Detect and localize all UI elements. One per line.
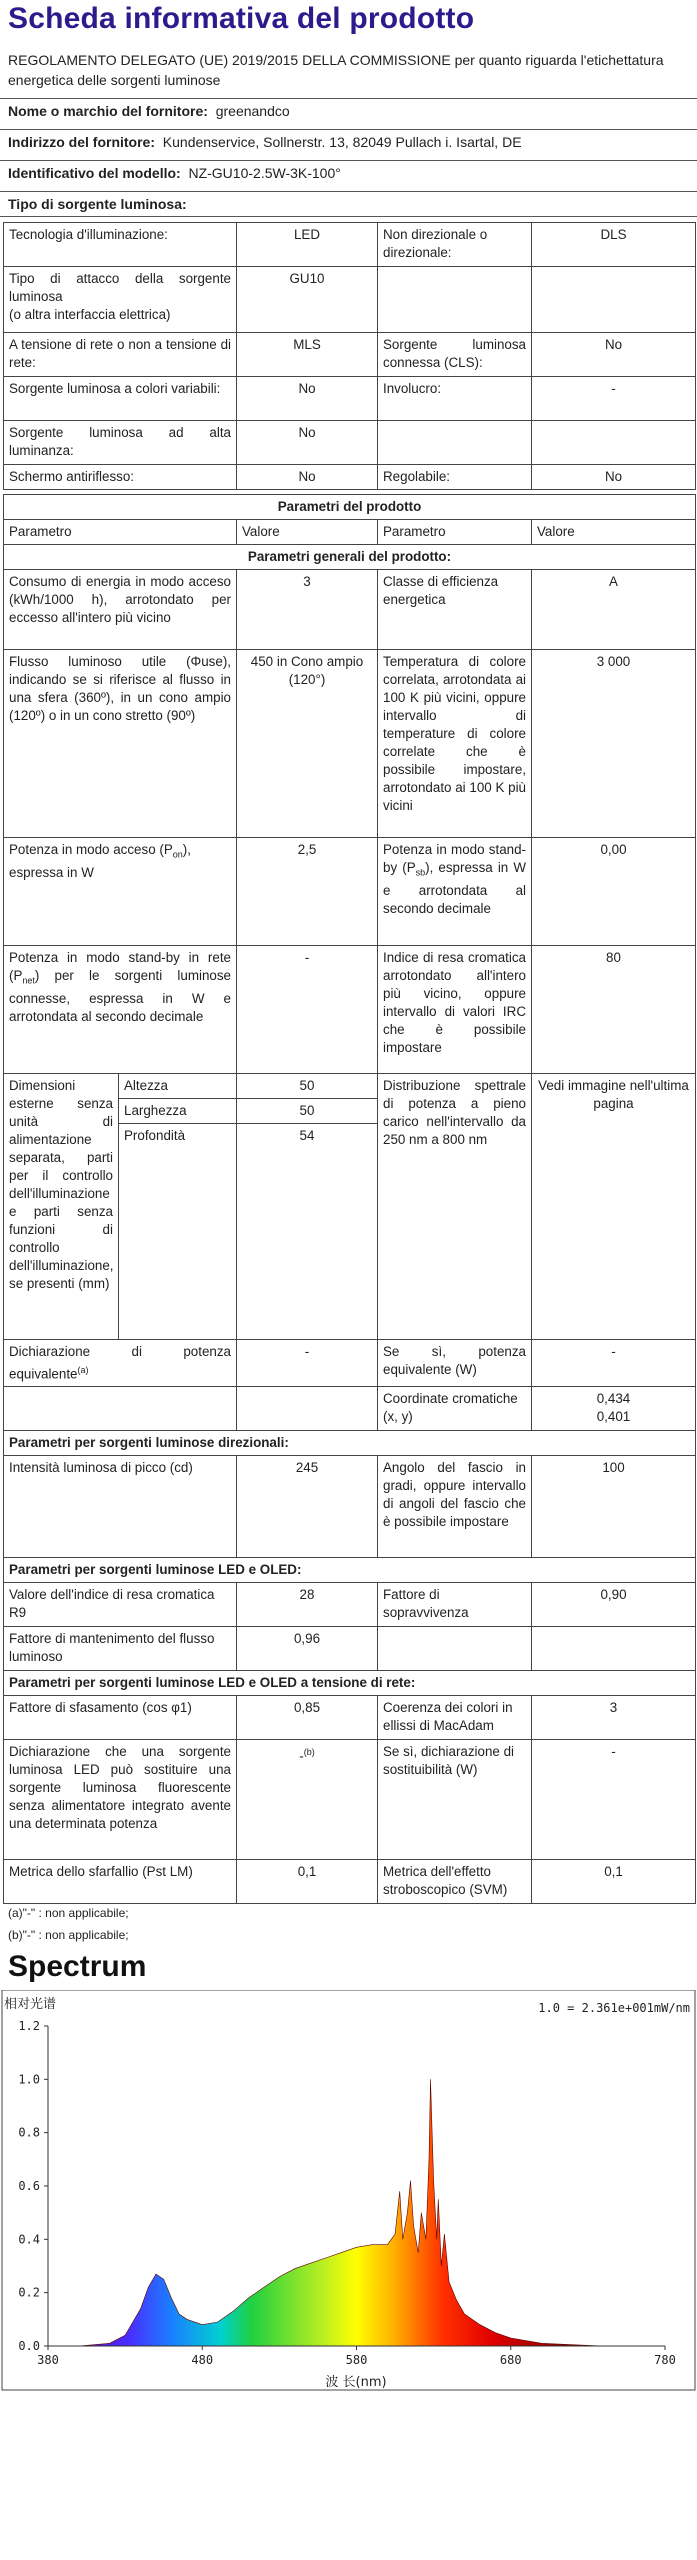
supplier-brand [0,98,697,123]
pnet-text: Potenza in modo stand-by in rete (P [9,950,231,983]
x-tick-label: 380 [37,2353,59,2367]
pon-sub: on [172,849,183,860]
brand-value: greenandco [215,103,290,119]
cell-dimmable-label: Regolabile: [378,465,532,490]
cell-beam-angle-value: 100 [532,1456,696,1558]
model-label: Identificativo del modello: [8,165,181,181]
cell-envelope-label: Involucro: [378,377,532,421]
cell-equivalent-power-label: Se sì, potenza equivalente (W) [378,1340,532,1387]
cell-colour-tunable-value: No [237,377,378,421]
cell-cct-label: Temperatura di colore correlata, arrotondata ai 100 K più vicini, oppure intervallo di temperature di colore correlate che è possibile impostare, arrotondato ai 100 K più vicini [378,650,532,838]
cell-svm-value: 0,1 [532,1860,696,1904]
cell-maintenance-value: 0,96 [237,1627,378,1671]
cell-depth-value: 54 [237,1124,378,1340]
cell-flux-value: 450 in Cono ampio (120°) [237,650,378,838]
col-header-value: Valore [237,520,378,545]
y-tick-label: 0.6 [18,2179,40,2193]
table-row [4,1340,696,1387]
spectrum-title: Spectrum [8,1950,147,1983]
table-row [4,1696,696,1740]
x-ticks [37,2346,676,2367]
y-tick-label: 1.0 [18,2072,40,2087]
cell-pon-label [4,838,237,946]
table-row [4,223,696,267]
table-row [4,1387,696,1431]
cell-peak-intensity-value: 245 [237,1456,378,1558]
x-tick-label: 580 [345,2353,368,2367]
cell-psb-label [378,838,532,946]
cell-pnet-label [4,946,237,1074]
table-row [4,520,696,545]
cell-technology-label: Tecnologia d'illuminazione: [4,223,237,267]
cell-mains-value: MLS [237,333,378,377]
y-ticks [18,2019,48,2353]
cell-directional-value: DLS [532,223,696,267]
table-row [4,1074,696,1099]
cell-equivalent-power-value: - [532,1340,696,1387]
model-value: NZ-GU10-2.5W-3K-100° [188,165,341,181]
type-label: Tipo di sorgente luminosa: [8,196,187,212]
cell-svm-label: Metrica dell'effetto stroboscopico (SVM) [378,1860,532,1904]
cell-chroma-value [532,1387,696,1431]
x-tick-label: 680 [499,2353,522,2367]
table-row [4,377,696,421]
cell-maintenance-label: Fattore di mantenimento del flusso luminoso [4,1627,237,1671]
pon-text: Potenza in modo acceso (P [9,842,173,857]
cell-replacement-label: Dichiarazione che una sorgente luminosa LED può sostituire una sorgente luminosa fluorescente senza alimentatore integrato avente una determinata potenza [4,1740,237,1860]
cell-empty [532,267,696,333]
cell-empty [532,421,696,465]
cell-empty [378,1627,532,1671]
y-tick-label: 0.4 [18,2232,40,2247]
cell-pnet-value: - [237,946,378,1074]
cell-cls-value: No [532,333,696,377]
cell-height-value: 50 [237,1074,378,1099]
y-tick-label: 1.2 [18,2019,40,2033]
cap-label-note: (o altra interfaccia elettrica) [9,307,171,322]
cell-dimensions-label: Dimensioni esterne senza unità di alimentazione separata, parti per il controllo dell'illuminazione e parti senza funzioni di controllo dell'illuminazione, se presenti (mm) [4,1074,119,1340]
address-value: Kundenservice, Sollnerstr. 13, 82049 Pullach i. Isartal, DE [162,134,522,150]
table-row [4,1671,696,1696]
cell-displacement-value: 0,85 [237,1696,378,1740]
section-directional: Parametri per sorgenti luminose direzionali: [4,1431,696,1456]
light-source-table [3,222,696,490]
address-label: Indirizzo del fornitore: [8,134,155,150]
cell-chroma-label: Coordinate cromatiche (x, y) [378,1387,532,1431]
cell-beam-angle-label: Angolo del fascio in gradi, oppure intervallo di angoli del fascio che è possibile impostare [378,1456,532,1558]
table-row [4,333,696,377]
table-row [4,1740,696,1860]
table-row [4,946,696,1074]
cell-r9-value: 28 [237,1583,378,1627]
col-header-param: Parametro [4,520,237,545]
cell-envelope-value: - [532,377,696,421]
cell-displacement-label: Fattore di sfasamento (cos φ1) [4,1696,237,1740]
cell-survival-value: 0,90 [532,1583,696,1627]
y-axis-label: 相对光谱 [4,1997,57,2012]
x-axis-label: 波 长(nm) [325,2375,387,2390]
table-row [4,1558,696,1583]
cell-cls-label: Sorgente luminosa connessa (CLS): [378,333,532,377]
psb-text: Potenza in modo stand-by (P [383,842,526,875]
cell-high-luminance-label: Sorgente luminosa ad alta luminanza: [4,421,237,465]
product-parameters-table [3,494,696,1904]
cell-replacement-claim-label: Se sì, dichiarazione di sostituibilità (W) [378,1740,532,1860]
cap-label-main: Tipo di attacco della sorgente luminosa [9,271,231,304]
psb-text-post: ), espressa in W e arrotondata al secondo decimale [383,860,526,916]
pnet-sub: net [22,975,35,986]
y-tick-label: 0.8 [18,2125,40,2140]
y-tick-label: 0.0 [18,2339,40,2353]
cell-flux-label: Flusso luminoso utile (Φuse), indicando se si riferisce al flusso in una sfera (360º), in un cono ampio (120º) o in un cono stretto (90º) [4,650,237,838]
spectrum-area [48,2079,665,2346]
cell-efficiency-class-value: A [532,570,696,650]
table-row [4,1456,696,1558]
table-row [4,545,696,570]
table-row [4,650,696,838]
cell-energy-label: Consumo di energia in modo acceso (kWh/1000 h), arrotondato per eccesso all'intero più vicino [4,570,237,650]
brand-label: Nome o marchio del fornitore: [8,103,208,119]
equivalent-sup: (a) [77,1365,89,1375]
y-tick-label: 0.2 [18,2285,40,2300]
cell-spd-label: Distribuzione spettrale di potenza a pieno carico nell'intervallo da 250 nm a 800 nm [378,1074,532,1340]
replacement-text: - [299,1748,304,1764]
cell-cri-value: 80 [532,946,696,1074]
cell-dimmable-value: No [532,465,696,490]
supplier-address [0,129,697,154]
table-row [4,495,696,520]
psb-sub: sb [415,867,426,878]
table-row [4,1431,696,1456]
light-source-type [0,191,697,217]
table-row [4,421,696,465]
cell-r9-label: Valore dell'indice di resa cromatica R9 [4,1583,237,1627]
section-product-parameters: Parametri del prodotto [4,495,696,520]
cell-pon-value: 2,5 [237,838,378,946]
cell-high-luminance-value: No [237,421,378,465]
table-row [4,1627,696,1671]
table-row [4,1860,696,1904]
cell-cap-label [4,267,237,333]
cell-technology-value: LED [237,223,378,267]
cell-depth-label: Profondità [119,1124,237,1340]
pon-text-post: ), espressa in W [9,842,191,880]
col-header-value-2: Valore [532,520,696,545]
equivalent-text: Dichiarazione di potenza equivalente [9,1344,231,1382]
table-row [4,570,696,650]
cell-colour-tunable-label: Sorgente luminosa a colori variabili: [4,377,237,421]
cell-flicker-value: 0,1 [237,1860,378,1904]
cell-survival-label: Fattore di sopravvivenza [378,1583,532,1627]
cell-mains-label: A tensione di rete o non a tensione di rete: [4,333,237,377]
cell-directional-label: Non direzionale o direzionale: [378,223,532,267]
section-led: Parametri per sorgenti luminose LED e OLED: [4,1558,696,1583]
cell-equivalent-label [4,1340,237,1387]
cell-empty [378,421,532,465]
cell-width-label: Larghezza [119,1099,237,1124]
spectrum-chart [0,1990,697,2400]
chroma-y: 0,401 [596,1409,631,1425]
cell-cap-value: GU10 [237,267,378,333]
footnote-b: (b)"-" : non applicabile; [8,1928,129,1942]
cell-empty [532,1627,696,1671]
footnote-a: (a)"-" : non applicabile; [8,1906,129,1920]
cell-replacement-claim-value: - [532,1740,696,1860]
table-row [4,1583,696,1627]
cell-energy-value: 3 [237,570,378,650]
x-tick-label: 780 [654,2353,676,2367]
cell-macadam-label: Coerenza dei colori in ellissi di MacAdam [378,1696,532,1740]
cell-anti-glare-label: Schermo antiriflesso: [4,465,237,490]
table-row [4,267,696,333]
cell-macadam-value: 3 [532,1696,696,1740]
pnet-text-post: ) per le sorgenti luminose connesse, espressa in W e arrotondata al secondo decimale [9,968,231,1024]
cell-anti-glare-value: No [237,465,378,490]
cell-replacement-value [237,1740,378,1860]
col-header-param-2: Parametro [378,520,532,545]
model-identifier [0,160,697,185]
cell-cri-label: Indice di resa cromatica arrotondato all'intero più vicino, oppure intervallo di valori IRC che è possibile impostare [378,946,532,1074]
table-row [4,838,696,946]
cell-empty [4,1387,237,1431]
cell-cct-value: 3 000 [532,650,696,838]
cell-width-value: 50 [237,1099,378,1124]
cell-empty [237,1387,378,1431]
page-title: Scheda informativa del prodotto [8,2,475,35]
regulation-subtitle: REGOLAMENTO DELEGATO (UE) 2019/2015 DELLA COMMISSIONE per quanto riguarda l'etichettatura energetica delle sorgenti luminose [8,52,664,88]
x-tick-label: 480 [191,2353,214,2367]
scale-annotation: 1.0 = 2.361e+001mW/nm [538,2001,690,2015]
replacement-sup: (b) [303,1747,315,1758]
cell-psb-value: 0,00 [532,838,696,946]
section-mains-led: Parametri per sorgenti luminose LED e OLED a tensione di rete: [4,1671,696,1696]
table-row [4,465,696,490]
section-general-parameters: Parametri generali del prodotto: [4,545,696,570]
chroma-x: 0,434 [596,1391,631,1407]
cell-equivalent-value: - [237,1340,378,1387]
cell-empty [378,267,532,333]
cell-spd-value: Vedi immagine nell'ultima pagina [532,1074,696,1340]
cell-efficiency-class-label: Classe di efficienza energetica [378,570,532,650]
cell-flicker-label: Metrica dello sfarfallio (Pst LM) [4,1860,237,1904]
cell-peak-intensity-label: Intensità luminosa di picco (cd) [4,1456,237,1558]
cell-height-label: Altezza [119,1074,237,1099]
